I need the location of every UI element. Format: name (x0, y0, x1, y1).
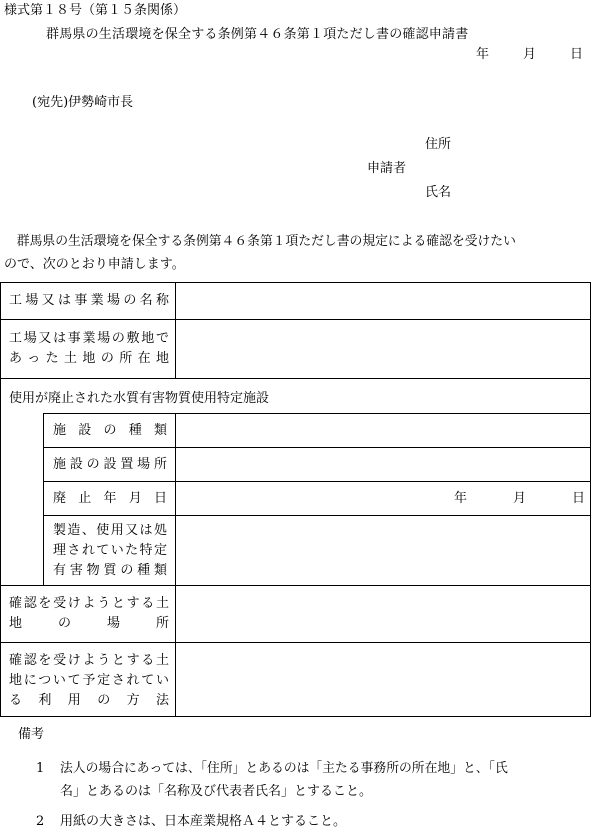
land-place-label-cell (0, 585, 176, 643)
note-1-number: 1 (36, 761, 45, 776)
land-use-label-3: る利用の方法 (9, 693, 169, 708)
site-location-label-2: あった土地の所在地 (9, 351, 169, 366)
facility-place-label-cell (43, 447, 176, 482)
form-number: 様式第１８号（第１５条関係） (4, 3, 187, 18)
substance-label-cell (43, 515, 176, 586)
substance-label-2: 理されていた特定 (53, 543, 167, 558)
note-1-line-1: 法人の場合にあっては、「住所」とあるのは「主たる事務所の所在地」と、「氏 (60, 761, 508, 776)
factory-name-label-cell (0, 282, 176, 320)
substance-input[interactable] (175, 515, 591, 586)
facility-type-label-cell (43, 413, 176, 448)
site-location-label-1: 工場又は事業場の敷地で (9, 331, 169, 346)
applicant-label: 申請者 (367, 161, 407, 176)
facility-type-input[interactable] (175, 413, 591, 448)
abolition-year-label: 年 (454, 491, 468, 506)
date-day-label: 日 (570, 47, 584, 62)
form-title: 群馬県の生活環境を保全する条例第４６条第１項ただし書の確認申請書 (46, 27, 469, 42)
factory-name-label: 工場又は事業場の名称 (9, 293, 169, 308)
addressee: (宛先)伊勢崎市長 (32, 95, 134, 110)
facility-heading: 使用が廃止された水質有害物質使用特定施設 (9, 391, 270, 406)
date-year-label: 年 (476, 47, 490, 62)
substance-label-3: 有害物質の種類 (53, 563, 167, 578)
intro-line-1: 群馬県の生活環境を保全する条例第４６条第１項ただし書の規定による確認を受けたい (4, 234, 516, 249)
abolition-day-label: 日 (572, 491, 586, 506)
name-label: 氏名 (425, 185, 452, 200)
abolition-date-label-cell (43, 481, 176, 516)
land-use-label-cell (0, 642, 176, 717)
land-place-label-2: 地の場所 (9, 616, 169, 631)
note-1-line-2: 名」とあるのは「名称及び代表者氏名」とすること。 (60, 784, 373, 799)
land-use-input[interactable] (175, 642, 591, 717)
factory-name-input[interactable] (175, 282, 591, 320)
substance-label-1: 製造、使用又は処 (53, 523, 167, 538)
land-place-input[interactable] (175, 585, 591, 643)
abolition-month-label: 月 (513, 491, 527, 506)
facility-type-label: 施設の種類 (53, 423, 167, 438)
note-2-text: 用紙の大きさは、日本産業規格Ａ４とすること。 (60, 814, 347, 829)
notes-heading: 備考 (18, 727, 45, 742)
site-location-input[interactable] (175, 319, 591, 379)
address-label: 住所 (425, 137, 452, 152)
abolition-date-input[interactable] (175, 481, 591, 516)
land-use-label-1: 確認を受けようとする土 (9, 653, 169, 668)
facility-place-input[interactable] (175, 447, 591, 482)
facility-place-label: 施設の設置場所 (53, 457, 167, 472)
date-month-label: 月 (523, 47, 537, 62)
site-location-label-cell (0, 319, 176, 379)
intro-line-2: ので、次のとおり申請します。 (4, 257, 185, 272)
land-use-label-2: 地について予定されてい (9, 673, 169, 688)
land-place-label-1: 確認を受けようとする土 (9, 596, 169, 611)
abolition-date-label: 廃止年月日 (53, 491, 167, 506)
note-2-number: 2 (36, 814, 45, 829)
